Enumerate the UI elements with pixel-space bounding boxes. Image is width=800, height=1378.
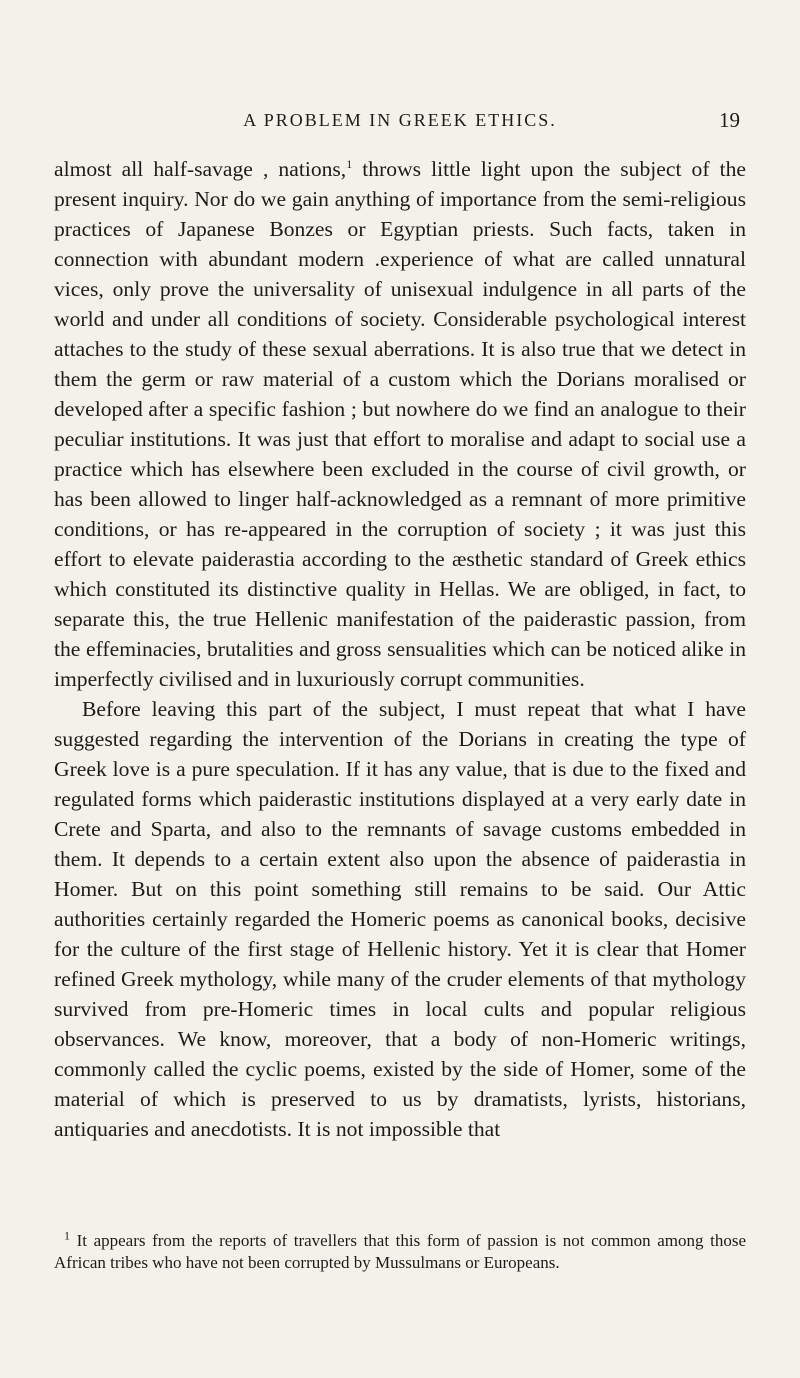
book-page bbox=[54, 0, 746, 1378]
paragraph-1-start: almost all half-savage , nations, bbox=[54, 157, 347, 181]
footnote-reference: 1 bbox=[346, 156, 353, 171]
footnote-marker: 1 bbox=[64, 1228, 70, 1243]
footnote bbox=[54, 1230, 746, 1274]
body-text bbox=[54, 154, 746, 1144]
running-title: A PROBLEM IN GREEK ETHICS. bbox=[243, 110, 557, 130]
paragraph-1-rest: throws little light upon the subject of the present inquiry. Nor do we gain anything of importance from the semi-religious practices of Japanese Bonzes or Egyptian priests. Such facts, taken in connection with abundant modern .experience of what are called unnatural vices, only prove the universality of unisexual indulgence in all parts of the world and under all conditions of society. Considerable psychological interest attaches to the study of these sexual aberrations. It is also true that we detect in them the germ or raw material of a custom which the Dorians moralised or developed after a specific fashion ; but nowhere do we find an analogue to their peculiar institutions. It was just that effort to moralise and adapt to social use a practice which has elsewhere been excluded in the course of civil growth, or has been allowed to linger half-acknowledged as a remnant of more primitive conditions, or has re-appeared in the corruption of society ; it was just this effort to elevate paiderastia according to the æsthetic standard of Greek ethics which constituted its distinctive quality in Hellas. We are obliged, in fact, to separate this, the true Hellenic manifestation of the paiderastic passion, from the effeminacies, brutalities and gross sensualities which can be noticed alike in imperfectly civilised and in luxuriously corrupt communities. bbox=[54, 157, 746, 691]
page-header bbox=[54, 104, 746, 136]
footnote-text: It appears from the reports of travellers that this form of passion is not common among those African tribes who have not been corrupted by Mussulmans or Europeans. bbox=[54, 1231, 746, 1272]
paragraph-1 bbox=[54, 154, 746, 694]
paragraph-2: Before leaving this part of the subject, I must repeat that what I have suggested regarding the intervention of the Dorians in creating the type of Greek love is a pure speculation. If it has any value, that is due to the fixed and regulated forms which paiderastic institutions displayed at a very early date in Crete and Sparta, and also to the remnants of savage customs embedded in them. It depends to a certain extent also upon the absence of paiderastia in Homer. But on this point something still remains to be said. Our Attic authorities certainly regarded the Homeric poems as canonical books, decisive for the culture of the first stage of Hellenic history. Yet it is clear that Homer refined Greek mythology, while many of the cruder elements of that mythology survived from pre-Homeric times in local cults and popular religious observances. We know, moreover, that a body of non-Homeric writings, commonly called the cyclic poems, existed by the side of Homer, some of the material of which is preserved to us by dramatists, lyrists, historians, antiquaries and anecdotists. It is not impossible that bbox=[54, 697, 746, 1141]
page-number: 19 bbox=[719, 108, 740, 132]
